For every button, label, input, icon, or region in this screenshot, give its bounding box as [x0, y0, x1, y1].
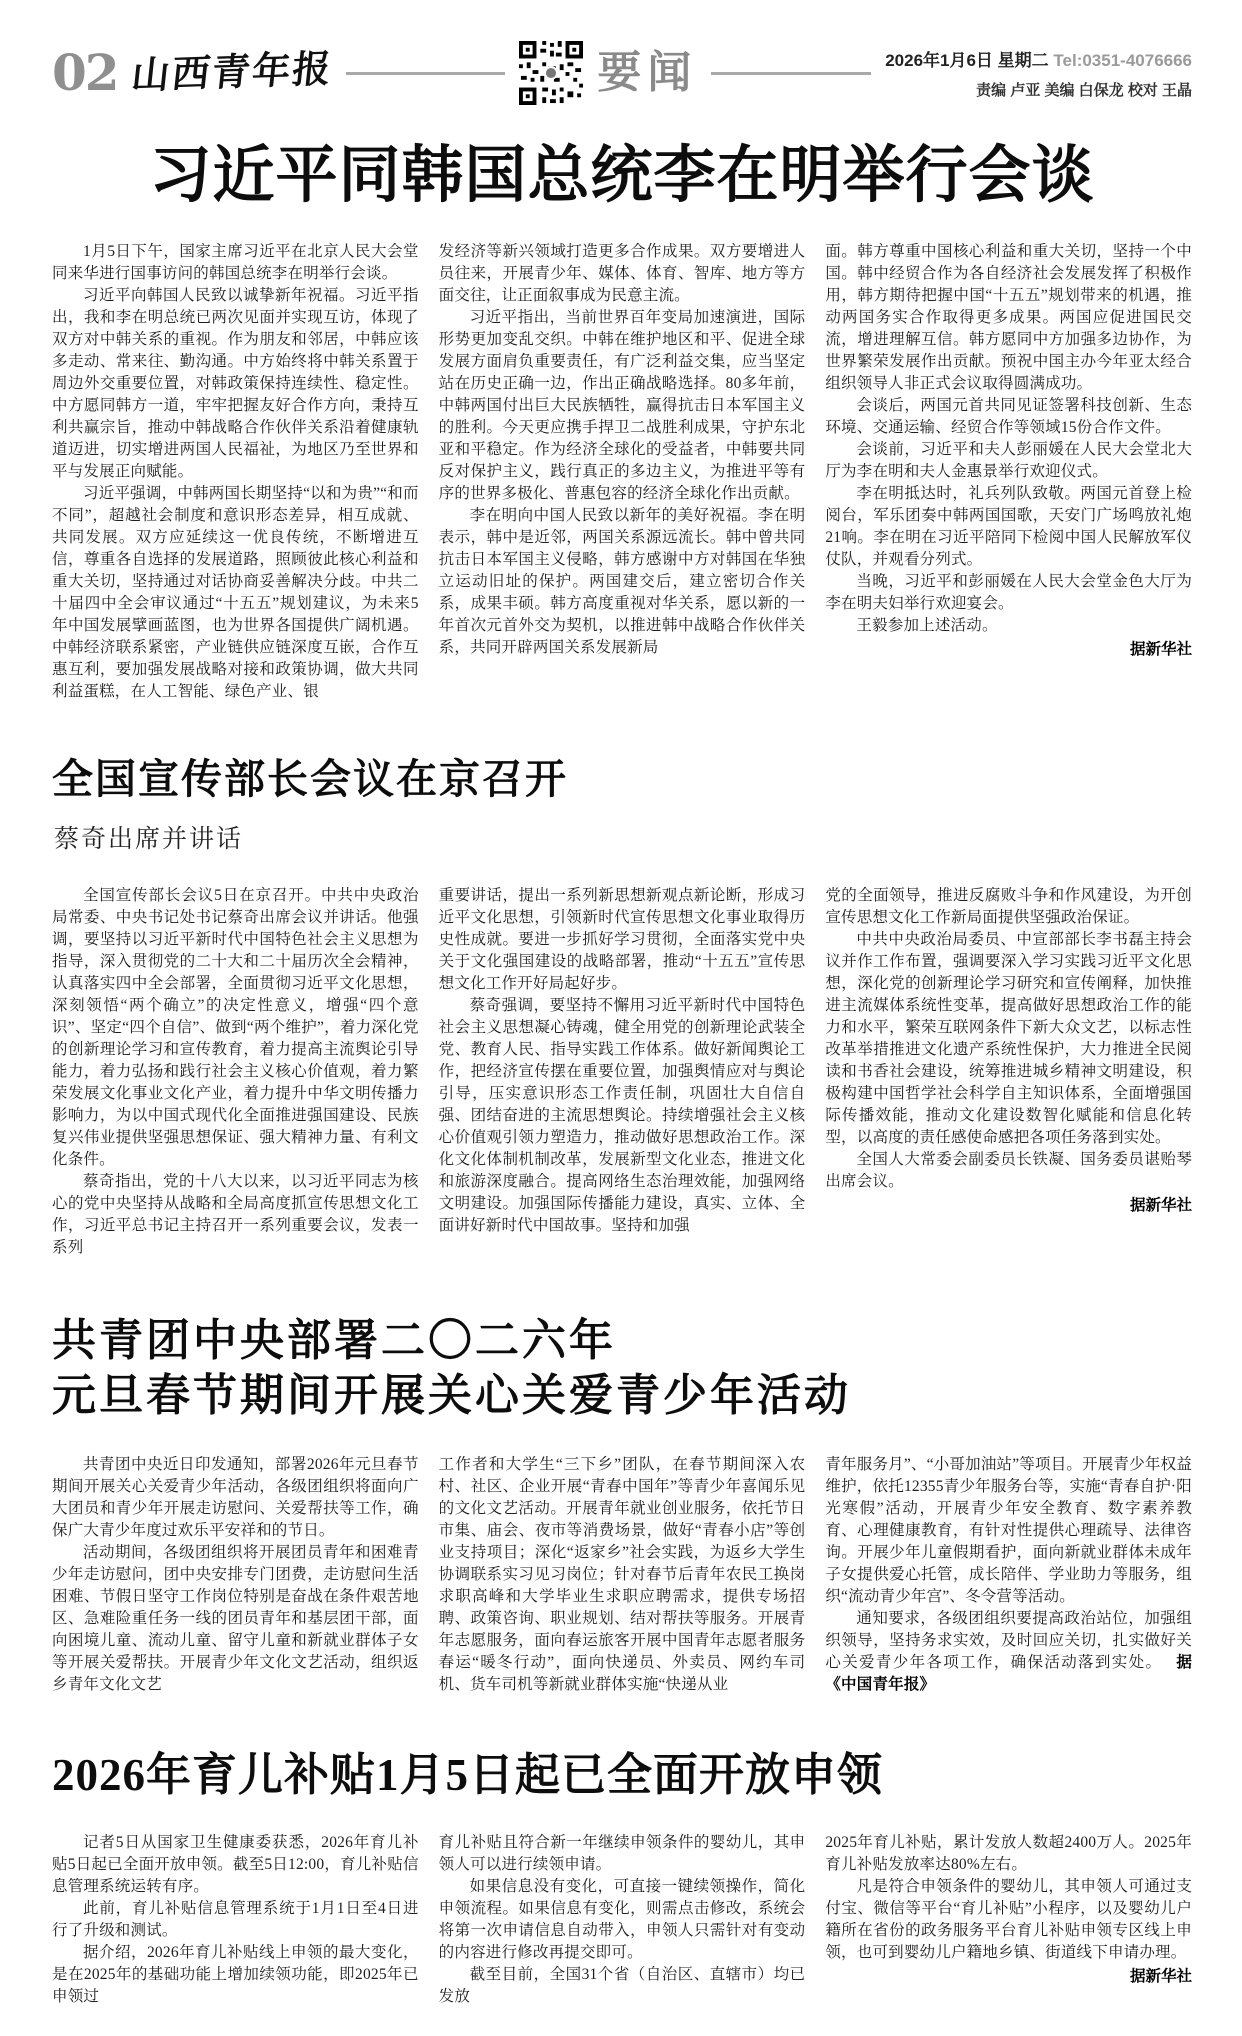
body-paragraph: 活动期间，各级团组织将开展团员青年和困难青少年走访慰问，团中央安排专门团费，走访慰问生活困难、节假日坚守工作岗位特别是奋战在条件艰苦地区、急难险重任务一线的团员青年和基层团干部，面向困境儿童、流动儿童、留守儿童和新就业群体子女等开展关爱帮扶。开展青少年文化文艺活动，组织返乡青年文化文艺: [52, 1544, 419, 1694]
body-paragraph: 习近平向韩国人民致以诚挚新年祝福。习近平指出，我和李在明总统已两次见面并实现互访，体现了双方对中韩关系的重视。作为朋友和邻居，中韩应该多走动、常来往、勤沟通。中方始终将中韩关系置于周边外交重要位置，对韩政策保持连续性、稳定性。中方愿同韩方一道，牢牢把握友好合作方向，秉持互利共赢宗旨，推动中韩战略合作伙伴关系沿着健康轨道迈进，切实增进两国人民福祉，为地区乃至世界和平与发展正向赋能。: [52, 287, 419, 481]
source-credit: 据《中国青年报》: [825, 1654, 1193, 1694]
body-paragraph: 据介绍，2026年育儿补贴线上申领的最大变化，是在2025年的基础功能上增加续领功能，即2025年已申领过: [52, 1944, 419, 2006]
body-paragraph: 蔡奇指出，党的十八大以来，以习近平同志为核心的党中央坚持从战略和全局高度抓宣传思想文化工作，习近平总书记主持召开一系列重要会议，发表一系列: [52, 1172, 419, 1256]
masthead-logo: 山西青年报: [128, 48, 335, 98]
article-headline: [52, 1313, 1192, 1425]
article-subhead: 蔡奇出席并讲话: [54, 825, 244, 853]
article-headline: 全国宣传部长会议在京召开: [52, 756, 568, 803]
body-paragraph: 如果信息没有变化，可直接一键续领操作，简化申领流程。如果信息有变化，则需点击修改，系统会将第一次申请信息自动带入，申领人只需针对有变动的内容进行修改再提交即可。: [438, 1878, 806, 1962]
body-paragraph: 中共中央政治局委员、中宣部部长李书磊主持会议并作工作布置，强调要深入学习实践习近平文化思想，深化党的创新理论学习研究和宣传阐释，加快推进主流媒体系统性变革，提高做好思想政治工作的能力和水平，繁荣互联网条件下新大众文艺，以标志性改革举措推进文化遗产系统性保护，大力推进全民阅读和书香社会建设，统筹推进城乡精神文明建设，积极构建中国哲学社会科学自主知识体系，全面增强国际传播效能，推动文化建设数智化赋能和信息化转型，以高度的责任感使命感把各项任务落到实处。: [825, 930, 1193, 1146]
article-headline: 习近平同韩国总统李在明举行会谈: [149, 142, 1095, 210]
body-paragraph: 全国宣传部长会议5日在京召开。中共中央政治局常委、中央书记处书记蔡奇出席会议并讲话。他强调，要坚持以习近平新时代中国特色社会主义思想为指导，深入贯彻党的二十大和二十届历次全会精神，认真落实四中全会部署，全面贯彻习近平文化思想，深刻领悟“两个确立”的决定性意义，增强“四个意识”、坚定“四个自信”、做到“两个维护”，着力深化党的创新理论学习和宣传教育，着力提高主流舆论引导能力，着力弘扬和践行社会主义核心价值观，着力繁荣发展文化事业文化产业，着力提升中华文明传播力影响力，为以中国式现代化全面推进强国建设、民族复兴伟业提供坚强思想保证、强大精神力量、有利文化条件。: [52, 886, 419, 1168]
headline-line-2: 元旦春节期间开展关心关爱青少年活动: [52, 1371, 851, 1421]
article-body: [52, 241, 1192, 703]
article-propaganda-conference: [52, 757, 1192, 1258]
body-paragraph: 育儿补贴且符合新一年继续申领条件的婴幼儿，其申领人可以进行续领申请。: [438, 1834, 806, 1874]
source-credit: 据新华社: [1130, 1968, 1193, 1986]
body-paragraph: 王毅参加上述活动。: [856, 617, 998, 635]
article-column: [825, 1454, 1192, 1696]
body-paragraph: 记者5日从国家卫生健康委获悉，2026年育儿补贴5日起已全面开放申领。截至5日12:00，育儿补贴信息管理系统运转有序。: [52, 1834, 419, 1896]
qr-code-icon: [519, 41, 583, 105]
body-paragraph: 共青团中央近日印发通知，部署2026年元旦春节期间开展关心关爱青少年活动，各级团组织将面向广大团员和青少年开展走访慰问、关爱帮扶等工作，确保广大青少年度过欢乐平安祥和的节日。: [52, 1456, 419, 1540]
source-credit: 据新华社: [1130, 641, 1193, 659]
body-paragraph: 蔡奇强调，要坚持不懈用习近平新时代中国特色社会主义思想凝心铸魂，健全用党的创新理论武装全党、教育人民、指导实践工作体系。做好新闻舆论工作，把经济宣传摆在重要位置，加强舆情应对与舆论引导，压实意识形态工作责任制，巩固壮大自信自强、团结奋进的主流思想舆论。持续增强社会主义核心价值观引领力塑造力，推动做好思想政治工作。深化文化体制机制改革，发展新型文化业态，推进文化和旅游深度融合。提高网络生态治理效能，加强网络文明建设。加强国际传播能力建设，真实、立体、全面讲好新时代中国故事。坚持和加强: [438, 996, 806, 1234]
article-youth-league-activities: [52, 1313, 1192, 1697]
dateline: [885, 46, 1192, 71]
article-xi-korea-talks: [52, 142, 1192, 703]
article-body: [52, 1454, 1192, 1696]
article-column: [825, 241, 1192, 703]
article-childcare-subsidy: [52, 1750, 1192, 2008]
body-paragraph: 会谈后，两国元首共同见证签署科技创新、生态环境、交通运输、经贸合作等领域15份合作文件。: [825, 397, 1193, 437]
article-body: [52, 1832, 1192, 2008]
body-paragraph: 当晚，习近平和彭丽媛在人民大会堂金色大厅为李在明夫妇举行欢迎宴会。: [825, 573, 1193, 613]
headline-line-1: 共青团中央部署二〇二六年: [52, 1315, 616, 1365]
body-paragraph: 青年服务月”、“小哥加油站”等项目。开展青少年权益维护，依托12355青少年服务台等，实施“青春自护·阳光寒假”活动，开展青少年安全教育、数字素养教育、心理健康教育，有针对性提供心理疏导、法律咨询。开展少年儿童假期看护，面向新就业群体未成年子女提供爱心托管，成长陪伴、学业助力等服务，组织“流动青少年宫”、冬令营等活动。: [825, 1456, 1193, 1606]
editor-credits: 责编 卢亚 美编 白保龙 校对 王晶: [976, 82, 1193, 99]
page-header: [52, 30, 1192, 116]
header-right-block: [885, 46, 1192, 100]
article-column: [439, 885, 806, 1259]
body-paragraph: 通知要求，各级团组织要提高政治站位，加强组织领导，坚持务求实效，及时回应关切，扎实做好关心关爱青少年各项工作，确保活动落到实处。 据《中国青年报》: [825, 1610, 1193, 1694]
body-paragraph: 会谈前，习近平和夫人彭丽媛在人民大会堂北大厅为李在明和夫人金惠景举行欢迎仪式。: [825, 441, 1193, 481]
article-column: [439, 1454, 806, 1696]
body-paragraph: 重要讲话，提出一系列新思想新观点新论断，形成习近平文化思想，引领新时代宣传思想文化事业取得历史性成就。要进一步抓好学习贯彻，全面落实党中央关于文化强国建设的战略部署，推动“十五五”宣传思想文化工作开好局起好步。: [438, 886, 806, 992]
body-paragraph: 李在明向中国人民致以新年的美好祝福。李在明表示，韩中是近邻，两国关系源远流长。韩中曾共同抗击日本军国主义侵略，韩方感谢中方对韩国在华独立运动旧址的保护。两国建交后，建立密切合作关系，成果丰硕。韩方高度重视对华关系，愿以新的一年首次元首外交为契机，以推进韩中战略合作伙伴关系，共同开辟两国关系发展新局: [438, 507, 806, 657]
header-rule-right: [711, 72, 871, 75]
article-column: [825, 1832, 1192, 2008]
article-column: [52, 241, 419, 703]
body-paragraph: 2025年育儿补贴，累计发放人数超2400万人。2025年育儿补贴发放率达80%左右。: [825, 1834, 1193, 1874]
page-number: 02: [52, 43, 118, 102]
phone-number: Tel:0351-4076666: [1053, 51, 1193, 70]
body-paragraph: 党的全面领导，推进反腐败斗争和作风建设，为开创宣传思想文化工作新局面提供坚强政治保证。: [825, 886, 1193, 926]
source-credit: 据新华社: [1130, 1196, 1193, 1214]
article-headline: 2026年育儿补贴1月5日起已全面开放申领: [52, 1750, 884, 1801]
body-paragraph: 习近平指出，当前世界百年变局加速演进，国际形势更加变乱交织。中韩在维护地区和平、促进全球发展方面肩负重要责任，有广泛利益交集，应当坚定站在历史正确一边，作出正确战略选择。80多年前，中韩两国付出巨大民族牺牲，赢得抗击日本军国主义的胜利。今天更应携手捍卫二战胜利成果，守护东北亚和平稳定。作为经济全球化的受益者，中韩要共同反对保护主义，践行真正的多边主义，为推进平等有序的世界多极化、普惠包容的经济全球化作出贡献。: [438, 309, 806, 503]
article-column: [52, 885, 419, 1259]
article-column: [52, 1832, 419, 2008]
date-text: 2026年1月6日 星期二: [885, 51, 1049, 70]
body-paragraph: 李在明抵达时，礼兵列队致敬。两国元首登上检阅台，军乐团奏中韩两国国歌，天安门广场鸣放礼炮21响。李在明在习近平陪同下检阅中国人民解放军仪仗队，并观看分列式。: [825, 485, 1193, 569]
header-rule-left: [346, 72, 506, 75]
article-column: [439, 241, 806, 703]
body-paragraph: 1月5日下午，国家主席习近平在北京人民大会堂同来华进行国事访问的韩国总统李在明举行会谈。: [52, 243, 419, 283]
body-paragraph: 工作者和大学生“三下乡”团队，在春节期间深入农村、社区、企业开展“青春中国年”等青少年喜闻乐见的文化文艺活动。开展青年就业创业服务，依托节日市集、庙会、夜市等消费场景，做好“青春小店”等创业支持项目；深化“返家乡”社会实践，为返乡大学生协调联系实习见习岗位；针对春节后青年农民工换岗求职高峰和大学毕业生求职应聘需求，提供专场招聘、政策咨询、职业规划、结对帮扶等服务。开展青年志愿服务，面向春运旅客开展中国青年志愿者服务春运“暖冬行动”，面向快递员、外卖员、网约车司机、货车司机等新就业群体实施“快递从业: [438, 1456, 806, 1694]
body-paragraph: 截至目前，全国31个省（自治区、直辖市）均已发放: [438, 1966, 806, 2006]
body-paragraph: 全国人大常委会副委员长铁凝、国务委员谌贻琴出席会议。: [825, 1150, 1193, 1190]
article-body: [52, 885, 1192, 1259]
article-column: [439, 1832, 806, 2008]
section-title: 要闻: [597, 48, 698, 97]
body-paragraph: 习近平强调，中韩两国长期坚持“以和为贵”“和而不同”，超越社会制度和意识形态差异，相互成就、共同发展。双方应延续这一优良传统，不断增进互信，尊重各自选择的发展道路，照顾彼此核心利益和重大关切，坚持通过对话协商妥善解决分歧。中共二十届四中全会审议通过“十五五”规划建议，为未来5年中国发展擘画蓝图，也为世界各国提供广阔机遇。中韩经济联系紧密，产业链供应链深度互嵌，合作互惠互利，要加强发展战略对接和政策协调，做大共同利益蛋糕，在人工智能、绿色产业、银: [52, 485, 419, 701]
article-column: [52, 1454, 419, 1696]
body-paragraph: 发经济等新兴领域打造更多合作成果。双方要增进人员往来，开展青少年、媒体、体育、智库、地方等方面交往，让正面叙事成为民意主流。: [438, 243, 806, 305]
article-column: [825, 885, 1192, 1259]
body-paragraph: 面。韩方尊重中国核心利益和重大关切，坚持一个中国。韩中经贸合作为各自经济社会发展发挥了积极作用，韩方期待把握中国“十五五”规划带来的机遇，推动两国务实合作取得更多成果。两国应促进国民交流，增进理解互信。韩方愿同中方加强多边协作，为世界繁荣发展作出贡献。预祝中国主办今年亚太经合组织领导人非正式会议取得圆满成功。: [825, 243, 1193, 393]
body-paragraph: 此前，育儿补贴信息管理系统于1月1日至4日进行了升级和测试。: [52, 1900, 419, 1940]
body-paragraph: 凡是符合申领条件的婴幼儿，其申领人可通过支付宝、微信等平台“育儿补贴”小程序，以及婴幼儿户籍所在省份的政务服务平台育儿补贴申领专区线上申领，也可到婴幼儿户籍地乡镇、街道线下申请办理。: [825, 1878, 1193, 1962]
